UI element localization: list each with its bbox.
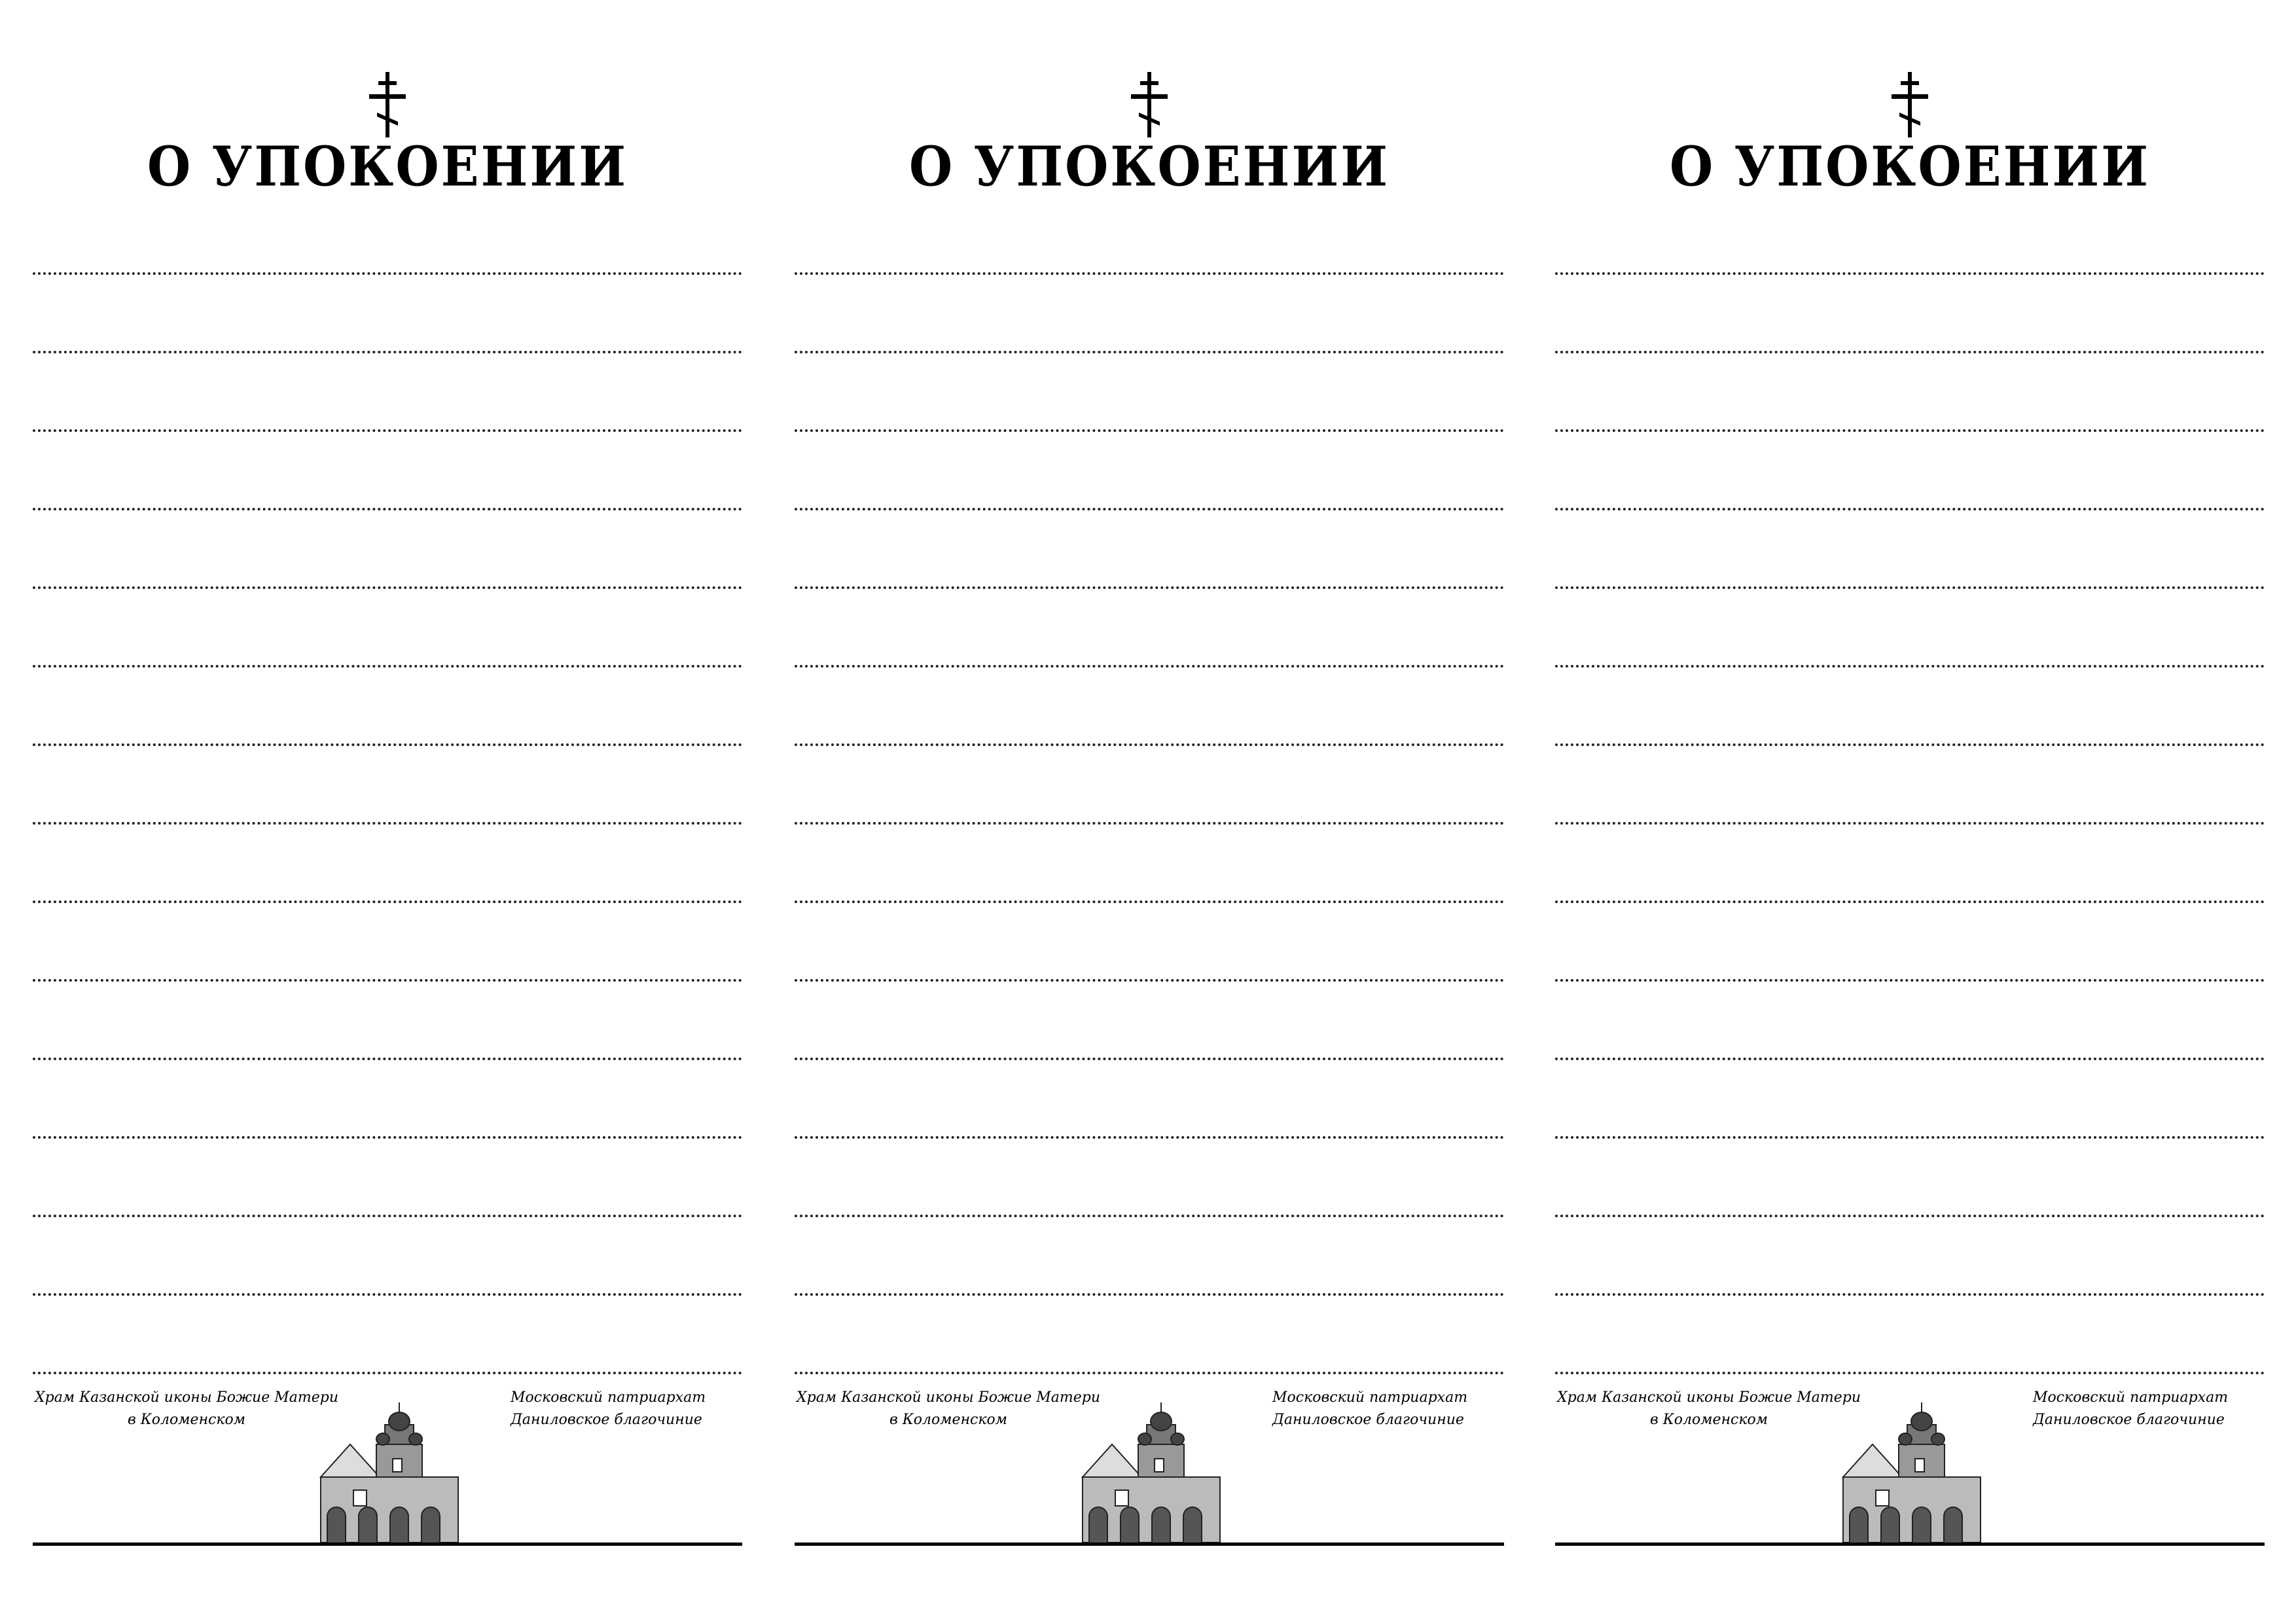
church-name: Храм Казанской иконы Божие Матери в Коломенском — [34, 1389, 339, 1428]
writing-line — [795, 901, 1504, 903]
writing-line — [795, 1372, 1504, 1374]
writing-line — [33, 901, 742, 903]
page-title: О УПОКОЕНИИ — [1670, 134, 2150, 199]
church-name: Храм Казанской иконы Божие Матери в Коломенском — [796, 1389, 1101, 1428]
page-title: О УПОКОЕНИИ — [147, 134, 628, 199]
writing-line — [795, 429, 1504, 432]
writing-line — [795, 1293, 1504, 1296]
writing-line — [1555, 351, 2265, 353]
memorial-card-3 — [1555, 0, 2265, 1623]
writing-line — [33, 979, 742, 982]
church-name: Храм Казанской иконы Божие Матери в Коломенском — [1556, 1389, 1861, 1428]
writing-line — [795, 665, 1504, 668]
orthodox-cross-icon — [1130, 72, 1169, 137]
writing-line — [33, 508, 742, 510]
card-footer — [33, 1384, 742, 1548]
writing-line — [795, 979, 1504, 982]
orthodox-cross-icon — [368, 72, 407, 137]
writing-line — [1555, 272, 2265, 275]
patriarchate-info: Московский патриархат Даниловское благочиние — [2033, 1389, 2229, 1428]
writing-line — [33, 822, 742, 825]
writing-line — [795, 586, 1504, 589]
church-illustration-icon — [1837, 1399, 1987, 1546]
memorial-card-2 — [795, 0, 1504, 1623]
bottom-rule — [795, 1543, 1504, 1546]
writing-line — [795, 1215, 1504, 1217]
church-illustration-icon — [314, 1399, 465, 1546]
writing-line — [33, 272, 742, 275]
writing-line — [33, 429, 742, 432]
writing-line — [33, 1136, 742, 1139]
writing-line — [33, 1293, 742, 1296]
writing-line — [1555, 1058, 2265, 1060]
memorial-card-1 — [33, 0, 742, 1623]
writing-line — [1555, 901, 2265, 903]
writing-line — [33, 665, 742, 668]
orthodox-cross-icon — [1890, 72, 1929, 137]
writing-line — [1555, 1293, 2265, 1296]
writing-line — [1555, 1215, 2265, 1217]
writing-line — [1555, 822, 2265, 825]
writing-line — [795, 508, 1504, 510]
writing-line — [33, 1058, 742, 1060]
patriarchate-info: Московский патриархат Даниловское благочиние — [511, 1389, 706, 1428]
writing-line — [795, 1058, 1504, 1060]
writing-line — [33, 1372, 742, 1374]
writing-line — [33, 743, 742, 746]
writing-line — [795, 743, 1504, 746]
card-footer — [1555, 1384, 2265, 1548]
patriarchate-info: Московский патриархат Даниловское благочиние — [1272, 1389, 1468, 1428]
writing-line — [795, 1136, 1504, 1139]
writing-line — [1555, 586, 2265, 589]
writing-line — [795, 351, 1504, 353]
writing-line — [1555, 743, 2265, 746]
writing-line — [1555, 1136, 2265, 1139]
writing-line — [1555, 665, 2265, 668]
writing-line — [1555, 979, 2265, 982]
church-illustration-icon — [1076, 1399, 1227, 1546]
bottom-rule — [33, 1543, 742, 1546]
card-footer — [795, 1384, 1504, 1548]
writing-line — [1555, 1372, 2265, 1374]
writing-line — [1555, 508, 2265, 510]
writing-line — [33, 586, 742, 589]
bottom-rule — [1555, 1543, 2265, 1546]
writing-line — [795, 272, 1504, 275]
page-title: О УПОКОЕНИИ — [909, 134, 1390, 199]
writing-line — [1555, 429, 2265, 432]
writing-line — [33, 1215, 742, 1217]
writing-line — [33, 351, 742, 353]
writing-line — [795, 822, 1504, 825]
